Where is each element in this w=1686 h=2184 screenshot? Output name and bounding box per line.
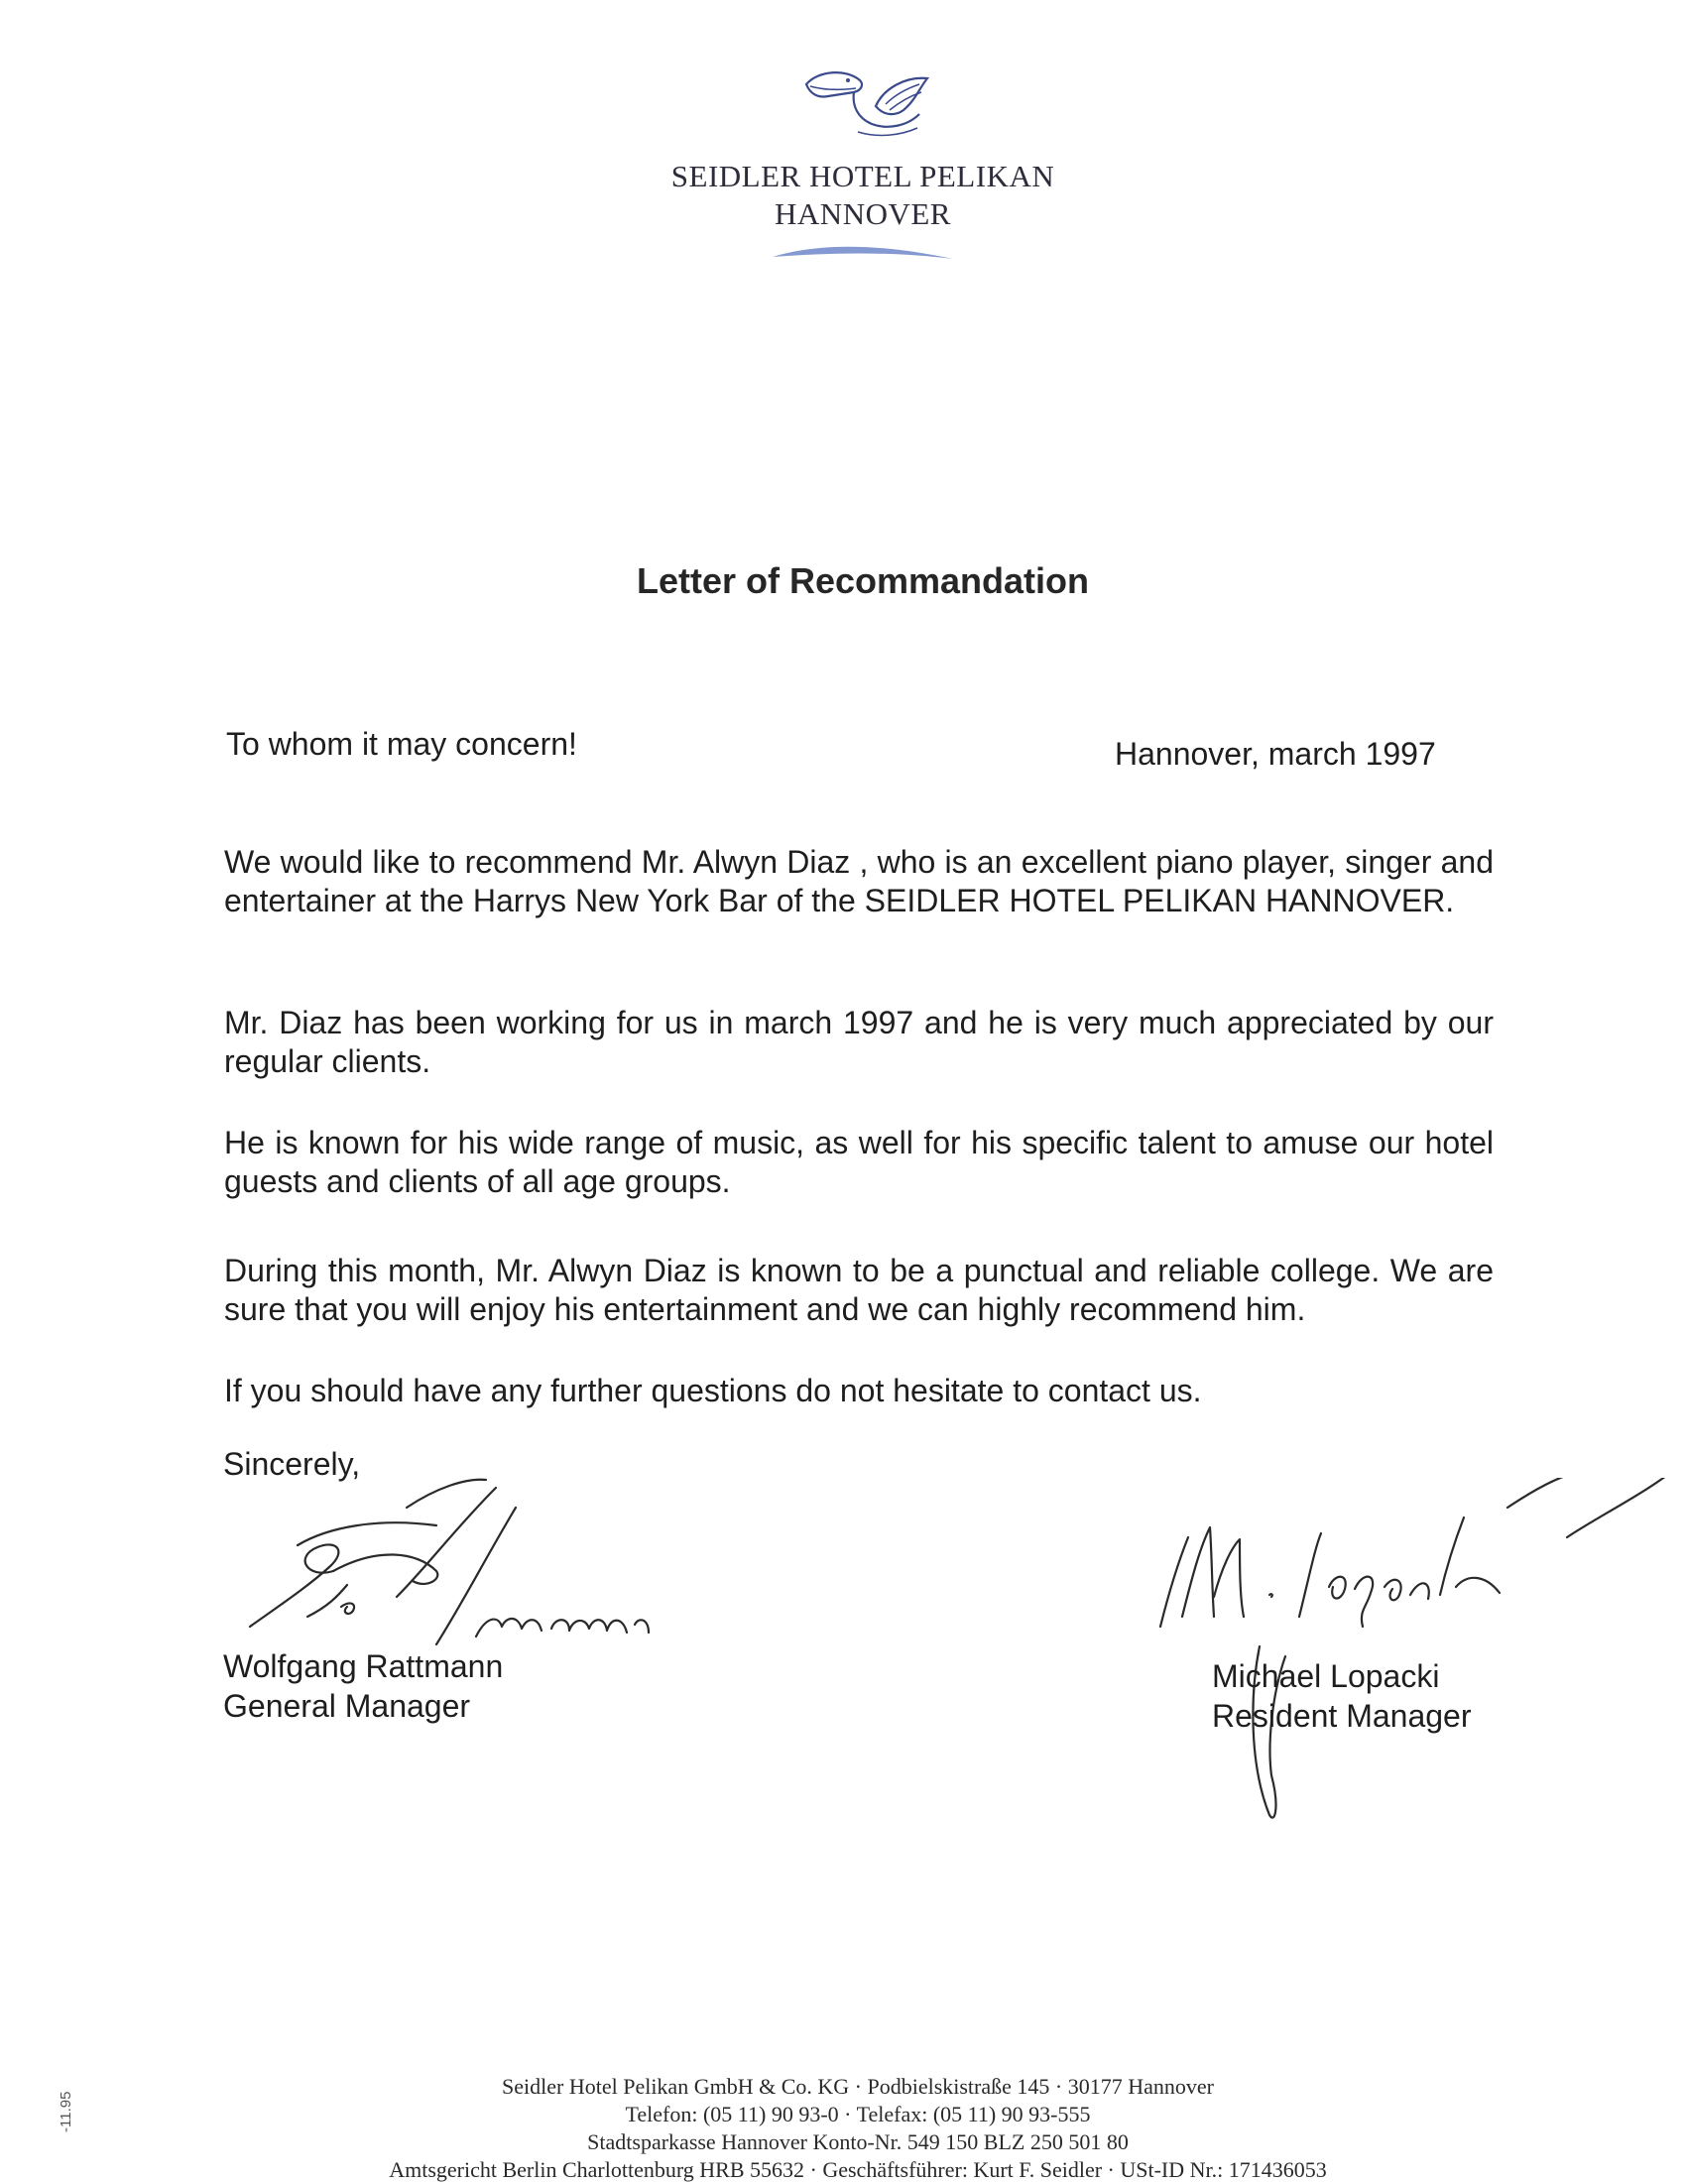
hotel-name: SEIDLER HOTEL PELIKAN (670, 159, 1055, 193)
footer-bank: Stadtsparkasse Hannover Konto-Nr. 549 150 BLZ 250 501 80 (587, 2129, 1129, 2154)
body-paragraph: He is known for his wide range of music, as well for his specific talent to amuse our hotel guests and clients of all age groups. (224, 1125, 1494, 1199)
signer-rattmann (223, 1646, 503, 1726)
wave-line-icon (769, 239, 957, 269)
closing: Sincerely, (223, 1446, 361, 1482)
signer-name: Michael Lopacki (1212, 1658, 1440, 1694)
signer-name: Wolfgang Rattmann (223, 1648, 504, 1684)
footer (228, 2073, 1488, 2184)
body-paragraph: If you should have any further questions do not hesitate to contact us. (224, 1373, 1202, 1408)
body-paragraph: During this month, Mr. Alwyn Diaz is known to be a punctual and reliable college. We are sure that you will enjoy his entertainment and we can highly recommend him. (224, 1253, 1494, 1327)
footer-registry: Amtsgericht Berlin Charlottenburg HRB 55632 · Geschäftsführer: Kurt F. Seidler · USt-ID Nr.: 171436053 (389, 2157, 1327, 2182)
signer-title: Resident Manager (1212, 1698, 1472, 1734)
signature-rattmann (238, 1468, 714, 1666)
salutation: To whom it may concern! (226, 726, 577, 762)
form-code: -11.95 (58, 2091, 74, 2132)
body-paragraph: Mr. Diaz has been working for us in march 1997 and he is very much appreciated by our regular clients. (224, 1005, 1494, 1079)
signer-lopacki (1212, 1656, 1471, 1736)
pelican-logo-icon (788, 55, 937, 154)
footer-address: Seidler Hotel Pelikan GmbH & Co. KG · Podbielskistraße 145 · 30177 Hannover (502, 2074, 1214, 2099)
letter-title: Letter of Recommandation (636, 560, 1090, 601)
signer-title: General Manager (223, 1688, 471, 1724)
hotel-city: HANNOVER (775, 196, 951, 231)
letter-date: Hannover, march 1997 (1115, 736, 1436, 772)
letterhead (545, 55, 1180, 269)
footer-phone: Telefon: (05 11) 90 93-0 · Telefax: (05 11) 90 93-555 (625, 2102, 1091, 2126)
body-paragraph: We would like to recommend Mr. Alwyn Diaz , who is an excellent piano player, singer and entertainer at the Harrys New York Bar of the SEIDLER HOTEL PELIKAN HANNOVER. (224, 844, 1494, 918)
